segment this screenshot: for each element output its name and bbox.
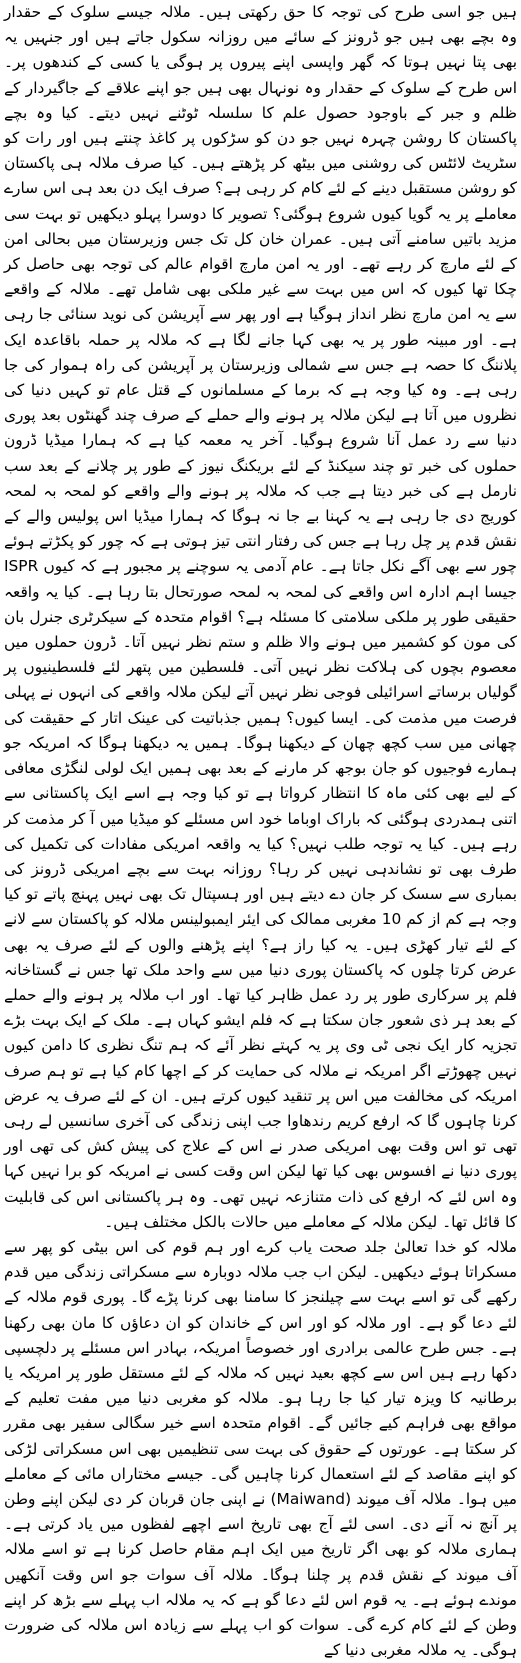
- paragraph-1: ہیں جو اسی طرح کی توجہ کا حق رکھتی ہیں۔ ملالہ جیسے سلوک کے حقدار وہ بچے بھی ہیں جو ڈرونز کے سائے میں روزانہ سکول جاتے ہیں اور جنہیں یہ بھی پتا نہیں ہوتا کہ گھر واپسی اپنے پیروں پر ہوگی یا کسی کے کندھوں پر۔ اس طرح کے سلوک کے حقدار وہ نونہال بھی ہیں جو اپنے علاقے کے جاگیردار کے ظلم و جبر کے باوجود حصول علم کا سلسلہ ٹوٹنے نہیں دیتے۔ کیا وہ بچے پاکستان کا روشن چہرہ نہیں جو دن کو سڑکوں پر کاغذ چنتے ہیں اور رات کو سٹریٹ لائٹس کی روشنی میں بیٹھ کر پڑھتے ہیں۔ کیا صرف ملالہ ہی پاکستان کو روشن مستقبل دینے کے لئے کام کر رہی ہے؟ صرف ایک دن بعد ہی اس سارے معاملے پر یہ گویا کیوں شروع ہوگئی؟ تصویر کا دوسرا پہلو دیکھیں تو بہت سی مزید باتیں سامنے آتی ہیں۔ عمران خان کل تک جس وزیرستان میں بحالی امن کے لئے مارچ کر رہے تھے۔ اور یہ امن مارچ اقوام عالم کی توجہ بھی حاصل کر چکا تھا کیوں کہ اس میں بہت سے غیر ملکی بھی شامل تھے۔ ملالہ کے واقعے سے یہ امن مارچ نظر انداز ہوگیا ہے اور پھر سے آپریشن کی نوید سنائی جا رہی ہے۔ اور مبینہ طور پر یہ بھی کہا جانے لگا ہے کہ ملالہ پر حملہ باقاعدہ ایک پلاننگ کا حصہ ہے جس سے شمالی وزیرستان پر آپریشن کی راہ ہموار کی جا رہی ہے۔ وہ کیا وجہ ہے کہ برما کے مسلمانوں کے قتل عام تو کہیں دنیا کی نظروں میں آتا ہے لیکن ملالہ پر ہونے والے حملے کے صرف چند گھنٹوں بعد پوری دنیا سے رد عمل آنا شروع ہوگیا۔ آخر یہ معمہ کیا ہے کہ ہمارا میڈیا ڈرون حملوں کی خبر تو چند سیکنڈ کے لئے بریکنگ نیوز کے طور پر چلانے کے بعد سب نارمل ہے کی خبر دیتا ہے جب کہ ملالہ پر ہونے والے واقعے کو لمحہ بہ لمحہ کوریج دی جا رہی ہے یہ کہنا بے جا نہ ہوگا کہ ہمارا میڈیا اس پولیس والے کے نقش قدم پر چل رہا ہے جس کی رفتار انتی تیز ہوتی ہے کہ چور کو پکڑتے ہوئے چور سے بھی آگے نکل جاتا ہے۔ عام آدمی یہ سوچنے پر مجبور ہے کہ کیوں ISPR جیسا اہم ادارہ اس واقعے کی لمحہ بہ لمحہ صورتحال بتا رہا ہے۔ کیا یہ واقعہ حقیقی طور پر ملکی سلامتی کا مسئلہ ہے؟ اقوام متحدہ کے سیکرٹری جنرل بان کی مون کو کشمیر میں ہونے والا ظلم و ستم نظر نہیں آتا۔ ڈرون حملوں میں معصوم بچوں کی ہلاکت نظر نہیں آتی۔ فلسطین میں پتھر لئے فلسطینیوں پر گولیاں برساتے اسرائیلی فوجی نظر نہیں آتے لیکن ملالہ واقعے کی انہوں نے پہلی فرصت میں مذمت کی۔ ایسا کیوں؟ ہمیں جذباتیت کی عینک اتار کے حقیقت کی چھانی میں سب کچھ چھان کے دیکھنا ہوگا۔ ہمیں یہ دیکھنا ہوگا کہ امریکہ جو ہمارے فوجیوں کو جان بوجھ کر مارنے کے بعد بھی ہمیں ایک لولی لنگڑی معافی کے لیے بھی کئی ماہ کا انتظار کرواتا ہے تو کیا وجہ ہے اسے ایک پاکستانی سے اتنی ہمدردی ہوگئی کہ باراک اوباما خود اس مسئلے کو میڈیا میں آ کر مذمت کر رہے ہیں۔ کیا یہ توجہ طلب نہیں؟ کیا یہ واقعہ امریکی مفادات کی تکمیل کی طرف بھی تو نشاندہی نہیں کر رہا؟ روزانہ بہت سے بچے امریکی ڈرونز کی بمباری سے سسک کر جان دے دیتے ہیں اور ہسپتال تک بھی نہیں پہنچ پاتے تو کیا وجہ ہے کم از کم 10 مغربی ممالک کی ایئر ایمبولینس ملالہ کو پاکستان سے لانے کے لئے تیار کھڑی ہیں۔ یہ کیا راز ہے؟ اپنے پڑھنے والوں کے لئے صرف یہ بھی عرض کرتا چلوں کہ پاکستان پوری دنیا میں سے واحد ملک تھا جس نے گستاخانہ فلم پر سرکاری طور پر رد عمل ظاہر کیا تھا۔ اور اب ملالہ پر ہونے والے حملے کے بعد ہر ذی شعور جان سکتا ہے کہ فلم ایشو کہاں ہے۔ ملک کے ایک بہت بڑے تجزیہ کار ایک نجی ٹی وی پر یہ کہتے نظر آئے کہ ہم تنگ نظری کا دامن کیوں نہیں چھوڑتے اگر امریکہ نے ملالہ کی حمایت کر کے اچھا کام کیا ہے تو ہم صرف امریکہ کی مخالفت میں اس پر تنقید کیوں کرتے ہیں۔ ان کے لئے صرف یہ عرض کرنا چاہوں گا کہ ارفع کریم رندھاوا جب اپنی زندگی کی آخری سانسیں لے رہی تھی تو اس وقت بھی امریکی صدر نے اس کے علاج کی پیش کش کی تھی اور پوری دنیا نے افسوس بھی کیا تھا لیکن اس وقت کسی نے امریکہ کو برا نہیں کہا وہ اس لئے کہ ارفع کی ذات متنازعہ نہیں تھی۔ وہ ہر پاکستانی اس کی قابلیت کا قائل تھا۔ لیکن ملالہ کے معاملے میں حالات بالکل مختلف ہیں۔: [4, 3, 517, 1231]
- article-text: [4, 0, 518, 1660]
- paragraph-2: ملالہ کو خدا تعالیٰ جلد صحت یاب کرے اور ہم قوم کی اس بیٹی کو پھر سے مسکراتا ہوئے دیکھیں۔ لیکن اب جب ملالہ دوبارہ سے مسکراتی زندگی میں قدم رکھے گی تو اسے بہت سے چیلنجز کا سامنا بھی کرنا پڑے گا۔ پوری قوم ملالہ کے لئے دعا گو ہے۔ اور ملالہ کو اور اس کے خاندان کو ان دعاؤں کا مان بھی رکھنا ہے۔ جس طرح عالمی برادری اور خصوصاً امریکہ، بہادر اس مسئلے پر دلچسپی دکھا رہے ہیں اس سے کچھ بعید نہیں کہ ملالہ کے لئے مستقل طور پر امریکہ یا برطانیہ کا ویزہ تیار کیا جا رہا ہو۔ ملالہ کو مغربی دنیا میں مفت تعلیم کے مواقع بھی فراہم کیے جائیں گے۔ اقوام متحدہ اسے خیر سگالی سفیر بھی مقرر کر سکتا ہے۔ عورتوں کے حقوق کی بہت سی تنظیمیں بھی اس مسکراتی لڑکی کو اپنے مقاصد کے لئے استعمال کرنا چاہیں گی۔ جیسے مختاراں مائی کے معاملے میں ہوا۔ ملالہ آف میوند (Maiwand) نے اپنی جان قربان کر دی لیکن اپنے وطن پر آنچ نہ آنے دی۔ اسی لئے آج بھی تاریخ اسے اچھے لفظوں میں یاد کرتی ہے۔ ہماری ملالہ کو بھی اگر تاریخ میں ایک اہم مقام حاصل کرنا ہے تو اسے ملالہ آف میوند کے نقش قدم پر چلنا ہوگا۔ ملالہ آف سوات جو اس وقت آنکھیں موندے ہوئے ہے۔ یہ قوم اس لئے دعا گو ہے کہ یہ ملالہ اب پہلے سے بڑھ کر اپنے وطن کے لئے کام کرے گی۔ سوات کو اب پہلے سے زیادہ اس ملالہ کی ضرورت ہوگی۔ یہ ملالہ مغربی دنیا کے: [4, 1237, 518, 1660]
